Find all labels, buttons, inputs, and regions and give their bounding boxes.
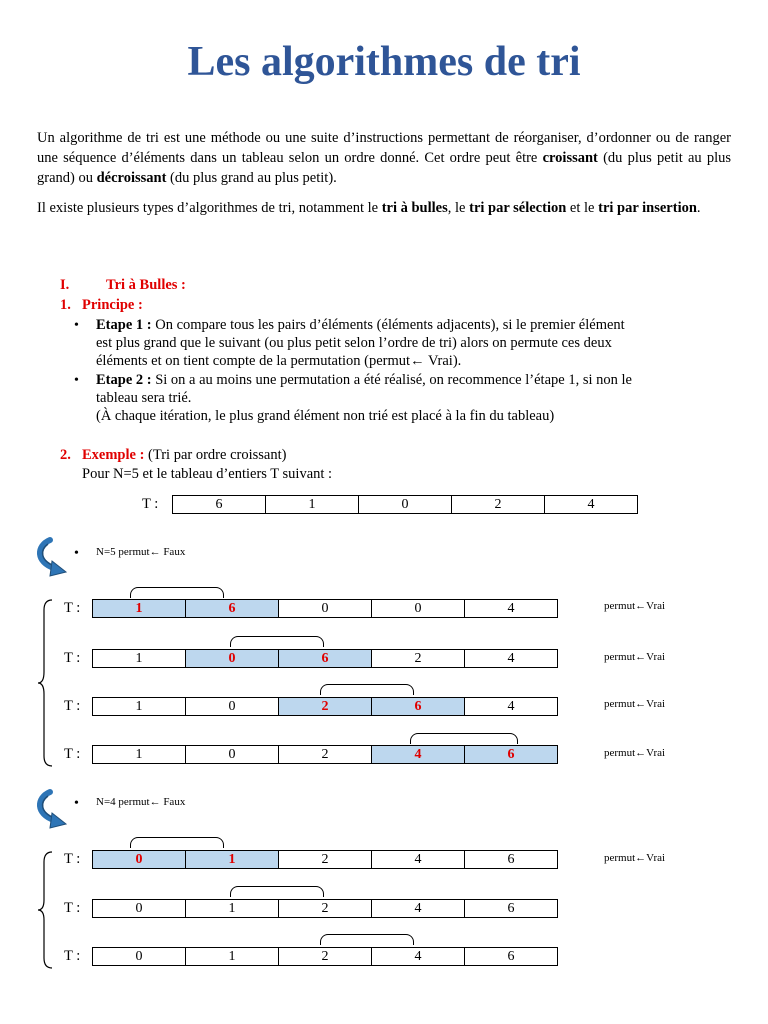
array-cell: 4 <box>372 900 465 918</box>
array-cell: 1 <box>93 698 186 716</box>
bullet-icon: • <box>74 796 79 811</box>
array-cell: 0 <box>93 900 186 918</box>
permut-status: permut←Vrai <box>604 747 666 759</box>
step2-line3: (À chaque itération, le plus grand élément non trié est placé à la fin du tableau) <box>96 408 555 424</box>
row-label: T : <box>64 600 81 616</box>
array-cell: 0 <box>372 600 465 618</box>
intro-paragraph-1: Un algorithme de tri est une méthode ou une suite d’instructions permettant de réorganiser, d’ordonner ou de ranger une séquence d’éléments dans un tableau selon un ordre donné. Cet ordre peut être croissant (du plus petit au plus grand) ou décroissant (du plus grand au plus petit). <box>37 130 731 186</box>
pass1-row-2 <box>92 649 558 668</box>
left-brace-icon <box>36 598 56 768</box>
row-label: T : <box>64 851 81 867</box>
array-cell: 6 <box>465 900 558 918</box>
array-cell: 0 <box>359 496 452 514</box>
left-brace-icon <box>36 850 56 970</box>
step1-line1: Etape 1 : On compare tous les pairs d’éléments (éléments adjacents), si le premier élément <box>96 317 625 333</box>
compare-bracket <box>410 733 518 744</box>
exemple-title: Exemple : (Tri par ordre croissant) <box>82 447 287 463</box>
array-cell: 6 <box>465 851 558 869</box>
array-cell: 1 <box>266 496 359 514</box>
row-label: T : <box>64 650 81 666</box>
array-cell: 6 <box>372 698 465 716</box>
array-cell: 1 <box>93 650 186 668</box>
step1-line2: est plus grand que le suivant (ou plus petit selon l’ordre de tri) alors on permute ces deux <box>96 335 612 351</box>
array-cell: 2 <box>279 698 372 716</box>
bullet-icon: • <box>74 373 79 388</box>
permut-status: permut←Vrai <box>604 698 666 710</box>
array-cell: 1 <box>186 948 279 966</box>
step2-line2: tableau sera trié. <box>96 390 192 406</box>
array-cell: 4 <box>465 600 558 618</box>
compare-bracket <box>230 886 324 897</box>
pass2-row-1 <box>92 850 558 869</box>
array-cell: 0 <box>186 746 279 764</box>
array-cell: 0 <box>186 698 279 716</box>
compare-bracket <box>320 934 414 945</box>
array-label: T : <box>142 496 159 512</box>
step2-line1: Etape 2 : Si on a au moins une permutation a été réalisé, on recommence l’étape 1, si non le <box>96 372 632 388</box>
row-label: T : <box>64 746 81 762</box>
bullet-icon: • <box>74 546 79 561</box>
section-title: Tri à Bulles : <box>106 277 186 293</box>
array-cell: 1 <box>186 851 279 869</box>
pass1-row-3 <box>92 697 558 716</box>
bullet-icon: • <box>74 318 79 333</box>
array-cell: 0 <box>279 600 372 618</box>
array-cell: 6 <box>465 746 558 764</box>
row-label: T : <box>64 900 81 916</box>
array-cell: 6 <box>173 496 266 514</box>
loop-arrow-icon <box>34 786 74 830</box>
exemple-number: 2. <box>60 447 71 463</box>
pass1-header: N=5 permut← Faux <box>96 546 186 558</box>
compare-bracket <box>130 837 224 848</box>
array-cell: 2 <box>279 900 372 918</box>
row-label: T : <box>64 698 81 714</box>
array-cell: 0 <box>186 650 279 668</box>
array-cell: 4 <box>465 698 558 716</box>
row-label: T : <box>64 948 81 964</box>
pass2-row-2 <box>92 899 558 918</box>
principe-number: 1. <box>60 297 71 313</box>
array-cell: 4 <box>545 496 638 514</box>
array-cell: 2 <box>452 496 545 514</box>
array-cell: 1 <box>93 746 186 764</box>
loop-arrow-icon <box>34 534 74 578</box>
exemple-description: Pour N=5 et le tableau d’entiers T suivant : <box>82 466 333 482</box>
array-cell: 6 <box>186 600 279 618</box>
pass2-header: N=4 permut← Faux <box>96 796 186 808</box>
step1-line3: éléments et on tient compte de la permutation (permut← Vrai). <box>96 353 462 369</box>
initial-array <box>172 495 638 514</box>
compare-bracket <box>130 587 224 598</box>
permut-status: permut←Vrai <box>604 651 666 663</box>
array-cell: 2 <box>279 746 372 764</box>
intro-paragraph-2: Il existe plusieurs types d’algorithmes de tri, notamment le tri à bulles, le tri par sélection et le tri par insertion. <box>37 200 701 216</box>
array-cell: 6 <box>465 948 558 966</box>
array-cell: 4 <box>372 746 465 764</box>
array-cell: 4 <box>465 650 558 668</box>
array-cell: 6 <box>279 650 372 668</box>
pass1-row-1 <box>92 599 558 618</box>
compare-bracket <box>320 684 414 695</box>
array-cell: 1 <box>186 900 279 918</box>
array-cell: 0 <box>93 851 186 869</box>
section-number: I. <box>60 277 70 293</box>
compare-bracket <box>230 636 324 647</box>
permut-status: permut←Vrai <box>604 852 666 864</box>
page-title: Les algorithmes de tri <box>187 39 581 85</box>
array-cell: 1 <box>93 600 186 618</box>
left-arrow-icon: ← <box>149 546 161 558</box>
principe-title: Principe : <box>82 297 143 313</box>
array-cell: 2 <box>279 948 372 966</box>
left-arrow-icon: ← <box>149 796 161 808</box>
permut-status: permut←Vrai <box>604 600 666 612</box>
pass2-row-3 <box>92 947 558 966</box>
left-arrow-icon: ← <box>410 353 425 369</box>
array-cell: 4 <box>372 851 465 869</box>
array-cell: 4 <box>372 948 465 966</box>
array-cell: 2 <box>372 650 465 668</box>
pass1-row-4 <box>92 745 558 764</box>
array-cell: 2 <box>279 851 372 869</box>
array-cell: 0 <box>93 948 186 966</box>
